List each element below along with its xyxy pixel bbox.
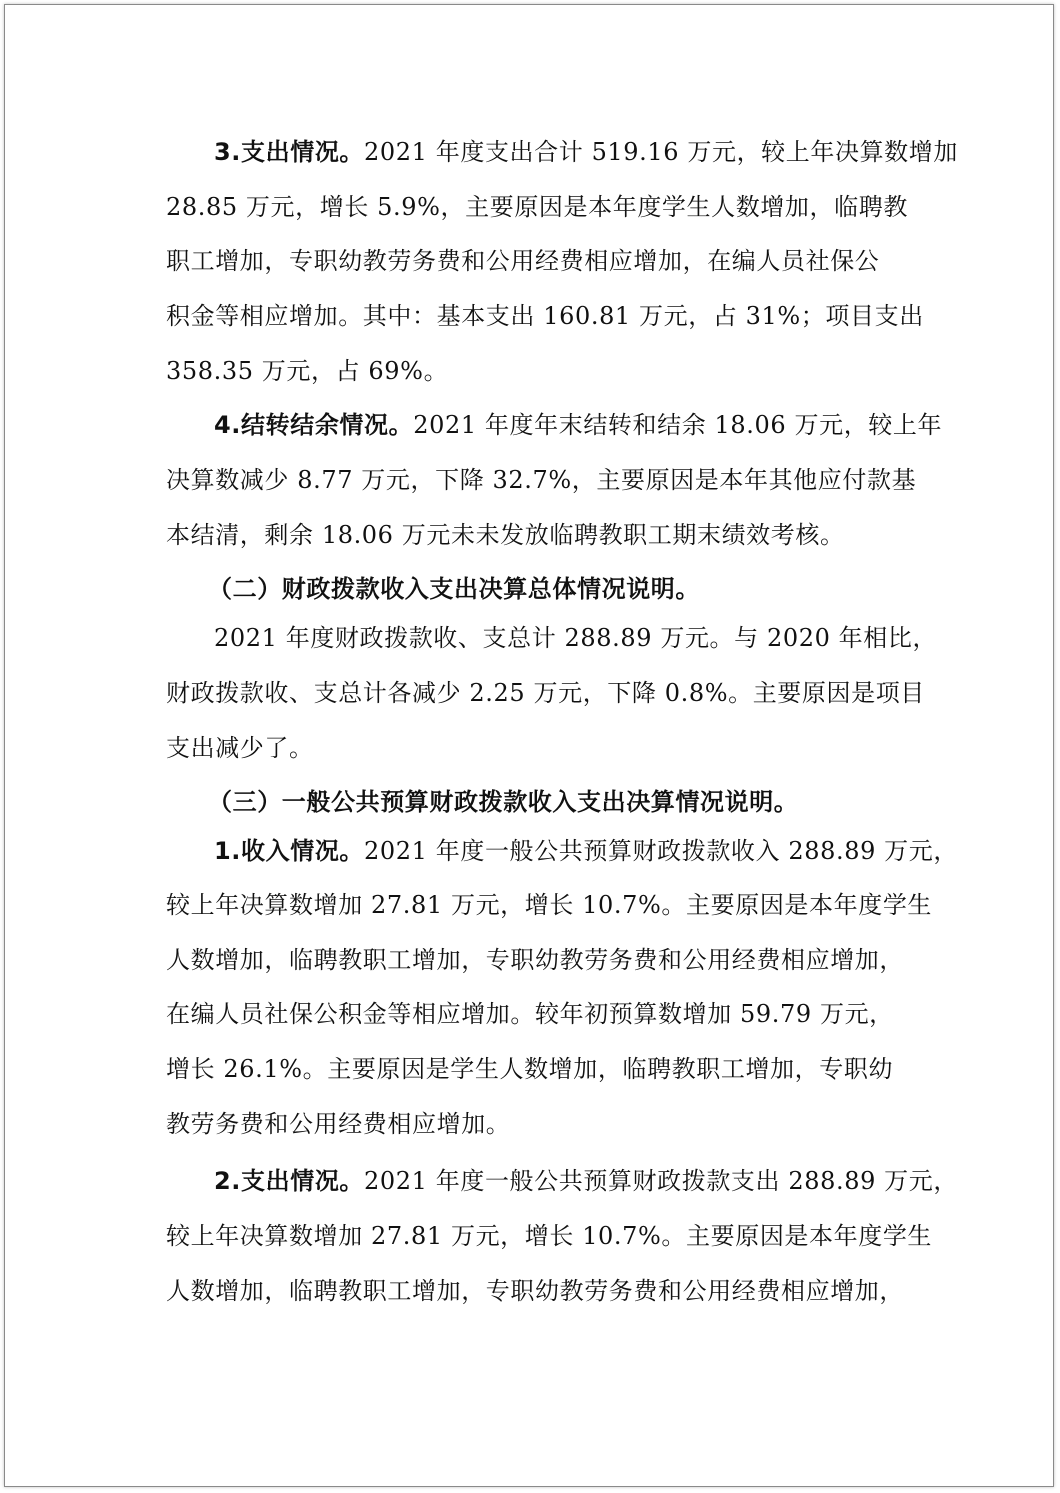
paragraph-income-line-6: 教劳务费和公用经费相应增加。 — [166, 1110, 511, 1138]
document-page — [4, 4, 1054, 1487]
paragraph-carryover-line-2: 决算数减少 8.77 万元，下降 32.7%，主要原因是本年其他应付款基 — [166, 466, 917, 494]
paragraph-spending-line-2: 较上年决算数增加 27.81 万元，增长 10.7%。主要原因是本年度学生 — [166, 1222, 933, 1250]
paragraph-fiscal-line-2: 财政拨款收、支总计各减少 2.25 万元，下降 0.8%。主要原因是项目 — [166, 679, 925, 707]
paragraph-expenditure-line-5: 358.35 万元，占 69%。 — [166, 357, 449, 385]
paragraph-income-line-5: 增长 26.1%。主要原因是学生人数增加，临聘教职工增加，专职幼 — [166, 1055, 894, 1083]
paragraph-carryover-line-1 — [214, 410, 942, 440]
paragraph-carryover-line-3: 本结清，剩余 18.06 万元未未发放临聘教职工期末绩效考核。 — [166, 521, 845, 549]
section-heading-3: （三）一般公共预算财政拨款收入支出决算情况说明。 — [208, 788, 799, 816]
paragraph-income-line-2: 较上年决算数增加 27.81 万元，增长 10.7%。主要原因是本年度学生 — [166, 891, 933, 919]
text-run: 2021 年度一般公共预算财政拨款支出 288.89 万元， — [364, 1167, 958, 1195]
paragraph-expenditure-line-4: 积金等相应增加。其中：基本支出 160.81 万元，占 31%；项目支出 — [166, 302, 924, 330]
paragraph-fiscal-line-1: 2021 年度财政拨款收、支总计 288.89 万元。与 2020 年相比， — [214, 624, 938, 652]
paragraph-income-line-3: 人数增加，临聘教职工增加，专职幼教劳务费和公用经费相应增加， — [166, 946, 904, 974]
paragraph-heading: 2.支出情况。 — [214, 1167, 365, 1195]
paragraph-expenditure-line-2: 28.85 万元，增长 5.9%，主要原因是本年度学生人数增加，临聘教 — [166, 193, 908, 221]
paragraph-expenditure-line-1 — [214, 137, 958, 167]
paragraph-heading: 4.结转结余情况。 — [214, 411, 414, 439]
paragraph-income-line-4: 在编人员社保公积金等相应增加。较年初预算数增加 59.79 万元， — [166, 1000, 894, 1028]
paragraph-heading: 1.收入情况。 — [214, 837, 365, 865]
text-run: 2021 年度支出合计 519.16 万元，较上年决算数增加 — [364, 138, 958, 166]
paragraph-expenditure-line-3: 职工增加，专职幼教劳务费和公用经费相应增加，在编人员社保公 — [166, 247, 880, 275]
paragraph-income-line-1 — [214, 836, 958, 866]
paragraph-spending-line-1 — [214, 1166, 958, 1196]
text-run: 2021 年度一般公共预算财政拨款收入 288.89 万元， — [364, 837, 958, 865]
paragraph-spending-line-3: 人数增加，临聘教职工增加，专职幼教劳务费和公用经费相应增加， — [166, 1277, 904, 1305]
text-run: 2021 年度年末结转和结余 18.06 万元，较上年 — [413, 411, 943, 439]
paragraph-fiscal-line-3: 支出减少了。 — [166, 734, 314, 762]
paragraph-heading: 3.支出情况。 — [214, 138, 365, 166]
section-heading-2: （二）财政拨款收入支出决算总体情况说明。 — [208, 575, 700, 603]
